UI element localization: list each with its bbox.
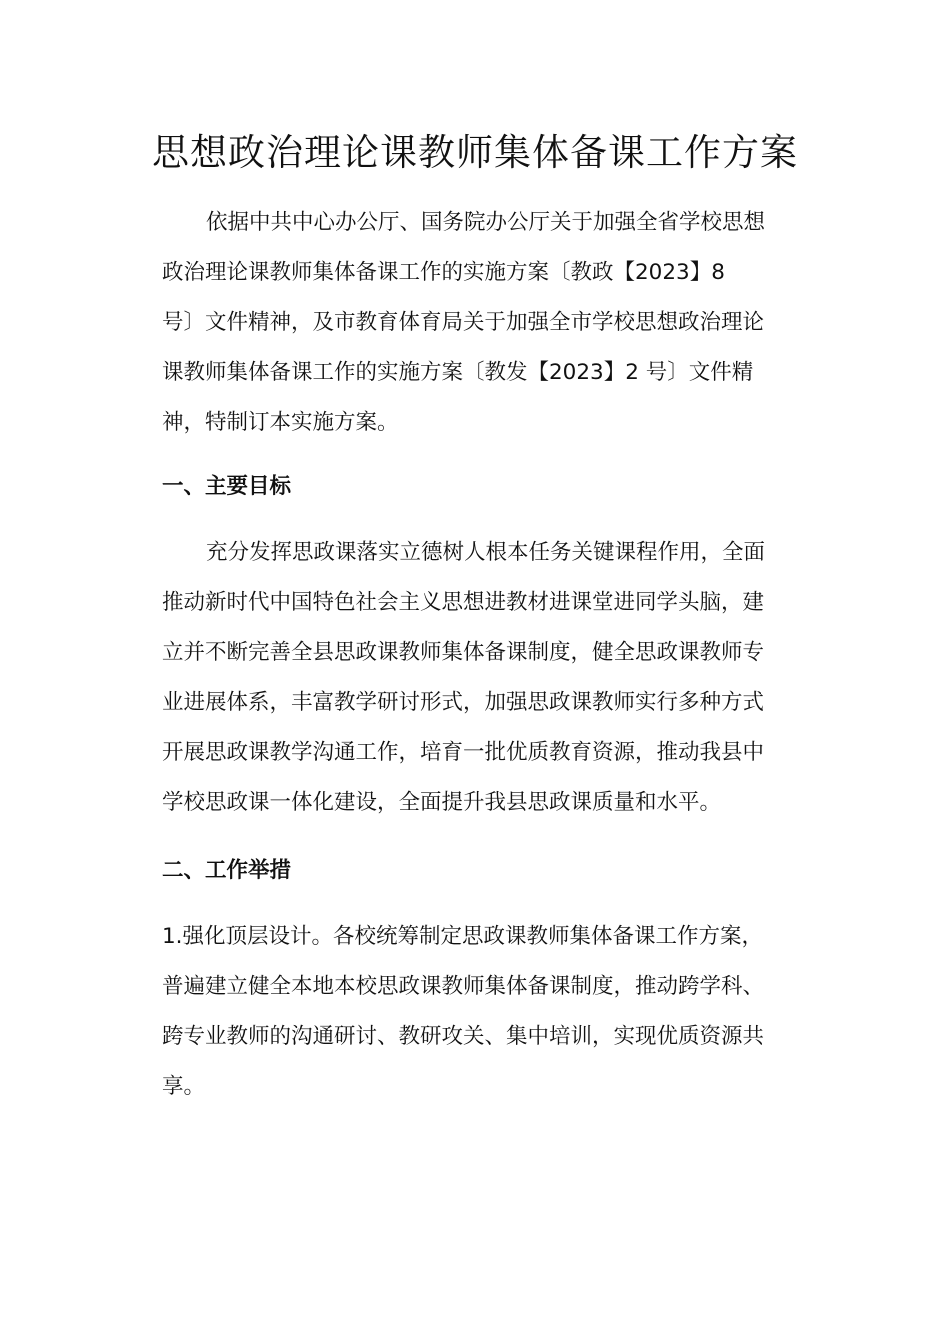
document-title: 思想政治理论课教师集体备课工作方案 (152, 131, 798, 174)
paragraph-line: 1.强化顶层设计。各校统筹制定思政课教师集体备课工作方案， (162, 924, 764, 949)
paragraph-line: 普遍建立健全本地本校思政课教师集体备课制度，推动跨学科、 (162, 974, 765, 999)
paragraph-line: 开展思政课教学沟通工作，培育一批优质教育资源，推动我县中 (162, 740, 765, 765)
paragraph-line: 课教师集体备课工作的实施方案〔教发【2023】2 号〕文件精 (162, 360, 754, 385)
section-heading-measures: 二、工作举措 (162, 858, 292, 883)
paragraph-line: 学校思政课一体化建设，全面提升我县思政课质量和水平。 (162, 790, 722, 815)
paragraph-line: 跨专业教师的沟通研讨、教研攻关、集中培训，实现优质资源共 (162, 1024, 765, 1049)
intro-paragraph (162, 198, 794, 448)
paragraph-line: 神，特制订本实施方案。 (162, 410, 399, 435)
paragraph-line: 推动新时代中国特色社会主义思想进教材进课堂进同学头脑，建 (162, 590, 765, 615)
paragraph-line: 立并不断完善全县思政课教师集体备课制度，健全思政课教师专 (162, 640, 765, 665)
paragraph-line: 政治理论课教师集体备课工作的实施方案〔教政【2023】8 (162, 260, 725, 285)
paragraph-line: 充分发挥思政课落实立德树人根本任务关键课程作用，全面 (206, 540, 766, 565)
section-heading-goals: 一、主要目标 (162, 474, 292, 499)
paragraph-line: 业进展体系，丰富教学研讨形式，加强思政课教师实行多种方式 (162, 690, 765, 715)
measure-item-1 (162, 912, 794, 1112)
paragraph-line: 号〕文件精神，及市教育体育局关于加强全市学校思想政治理论 (162, 310, 765, 335)
paragraph-line: 依据中共中心办公厅、国务院办公厅关于加强全省学校思想 (206, 210, 766, 235)
paragraph-line: 享。 (162, 1074, 206, 1099)
goals-paragraph (162, 528, 794, 828)
